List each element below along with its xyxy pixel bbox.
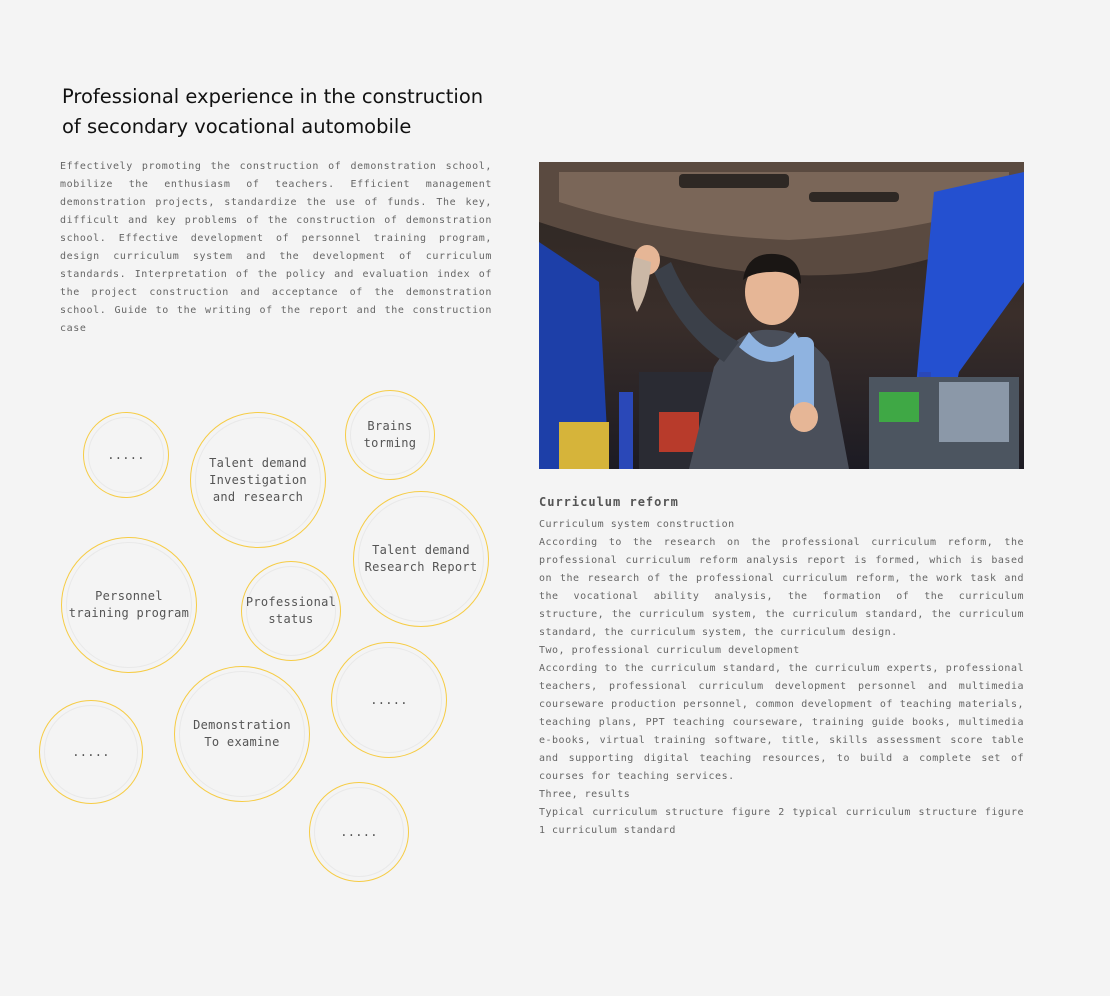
bubble-dots-4: .....	[309, 782, 409, 882]
curriculum-subtitle: Curriculum system construction	[539, 519, 735, 530]
bubble-dots-1: .....	[83, 412, 169, 498]
bubble-demonstration: Demonstration To examine	[174, 666, 310, 802]
title-line-2: of secondary vocational automobile	[62, 115, 412, 138]
curriculum-heading-2: Two, professional curriculum development	[539, 645, 800, 656]
mechanic-photo	[539, 162, 1024, 469]
bubble-brainstorming: Brains torming	[345, 390, 435, 480]
page-title	[62, 82, 522, 142]
curriculum-paragraph-2: According to the curriculum standard, the curriculum experts, professional teachers, professional curriculum development personnel and multimedia courseware production personnel, common development of teaching materials, teaching plans, PPT teaching courseware, training guide books, multimedia e-books, virtual training software, title, skills assessment score table and supporting digital teaching resources, to build a complete set of courses for teaching services.	[539, 663, 1024, 782]
curriculum-heading-3: Three, results	[539, 789, 631, 800]
bubble-talent-report: Talent demand Research Report	[353, 491, 489, 627]
bubble-talent-investigation: Talent demand Investigation and research	[190, 412, 326, 548]
bubble-dots-3: .....	[39, 700, 143, 804]
bubble-professional-status: Professional status	[241, 561, 341, 661]
bubble-dots-2: .....	[331, 642, 447, 758]
intro-paragraph: Effectively promoting the construction of demonstration school, mobilize the enthusiasm of teachers. Efficient management demonstration projects, standardize the use of funds. The key, difficult and key problems of the construction of demonstration school. Effective development of personnel training program, design curriculum system and the development of curriculum standards. Interpretation of the policy and evaluation index of the project construction and acceptance of the demonstration school. Guide to the writing of the report and the construction case	[60, 161, 492, 334]
title-line-1: Professional experience in the construction	[62, 85, 484, 108]
curriculum-paragraph-1: According to the research on the professional curriculum reform, the professional curriculum reform analysis report is formed, which is based on the research of the professional curriculum reform, the work task and the vocational ability analysis, the formation of the curriculum structure, the curriculum system, the curriculum standard, the curriculum standard, the curriculum system, the curriculum design.	[539, 537, 1024, 638]
bubble-personnel-training: Personnel training program	[61, 537, 197, 673]
curriculum-title: Curriculum reform	[539, 495, 679, 509]
curriculum-paragraph-3: Typical curriculum structure figure 2 typical curriculum structure figure 1 curriculum standard	[539, 807, 1024, 836]
curriculum-reform-section	[539, 494, 1024, 840]
